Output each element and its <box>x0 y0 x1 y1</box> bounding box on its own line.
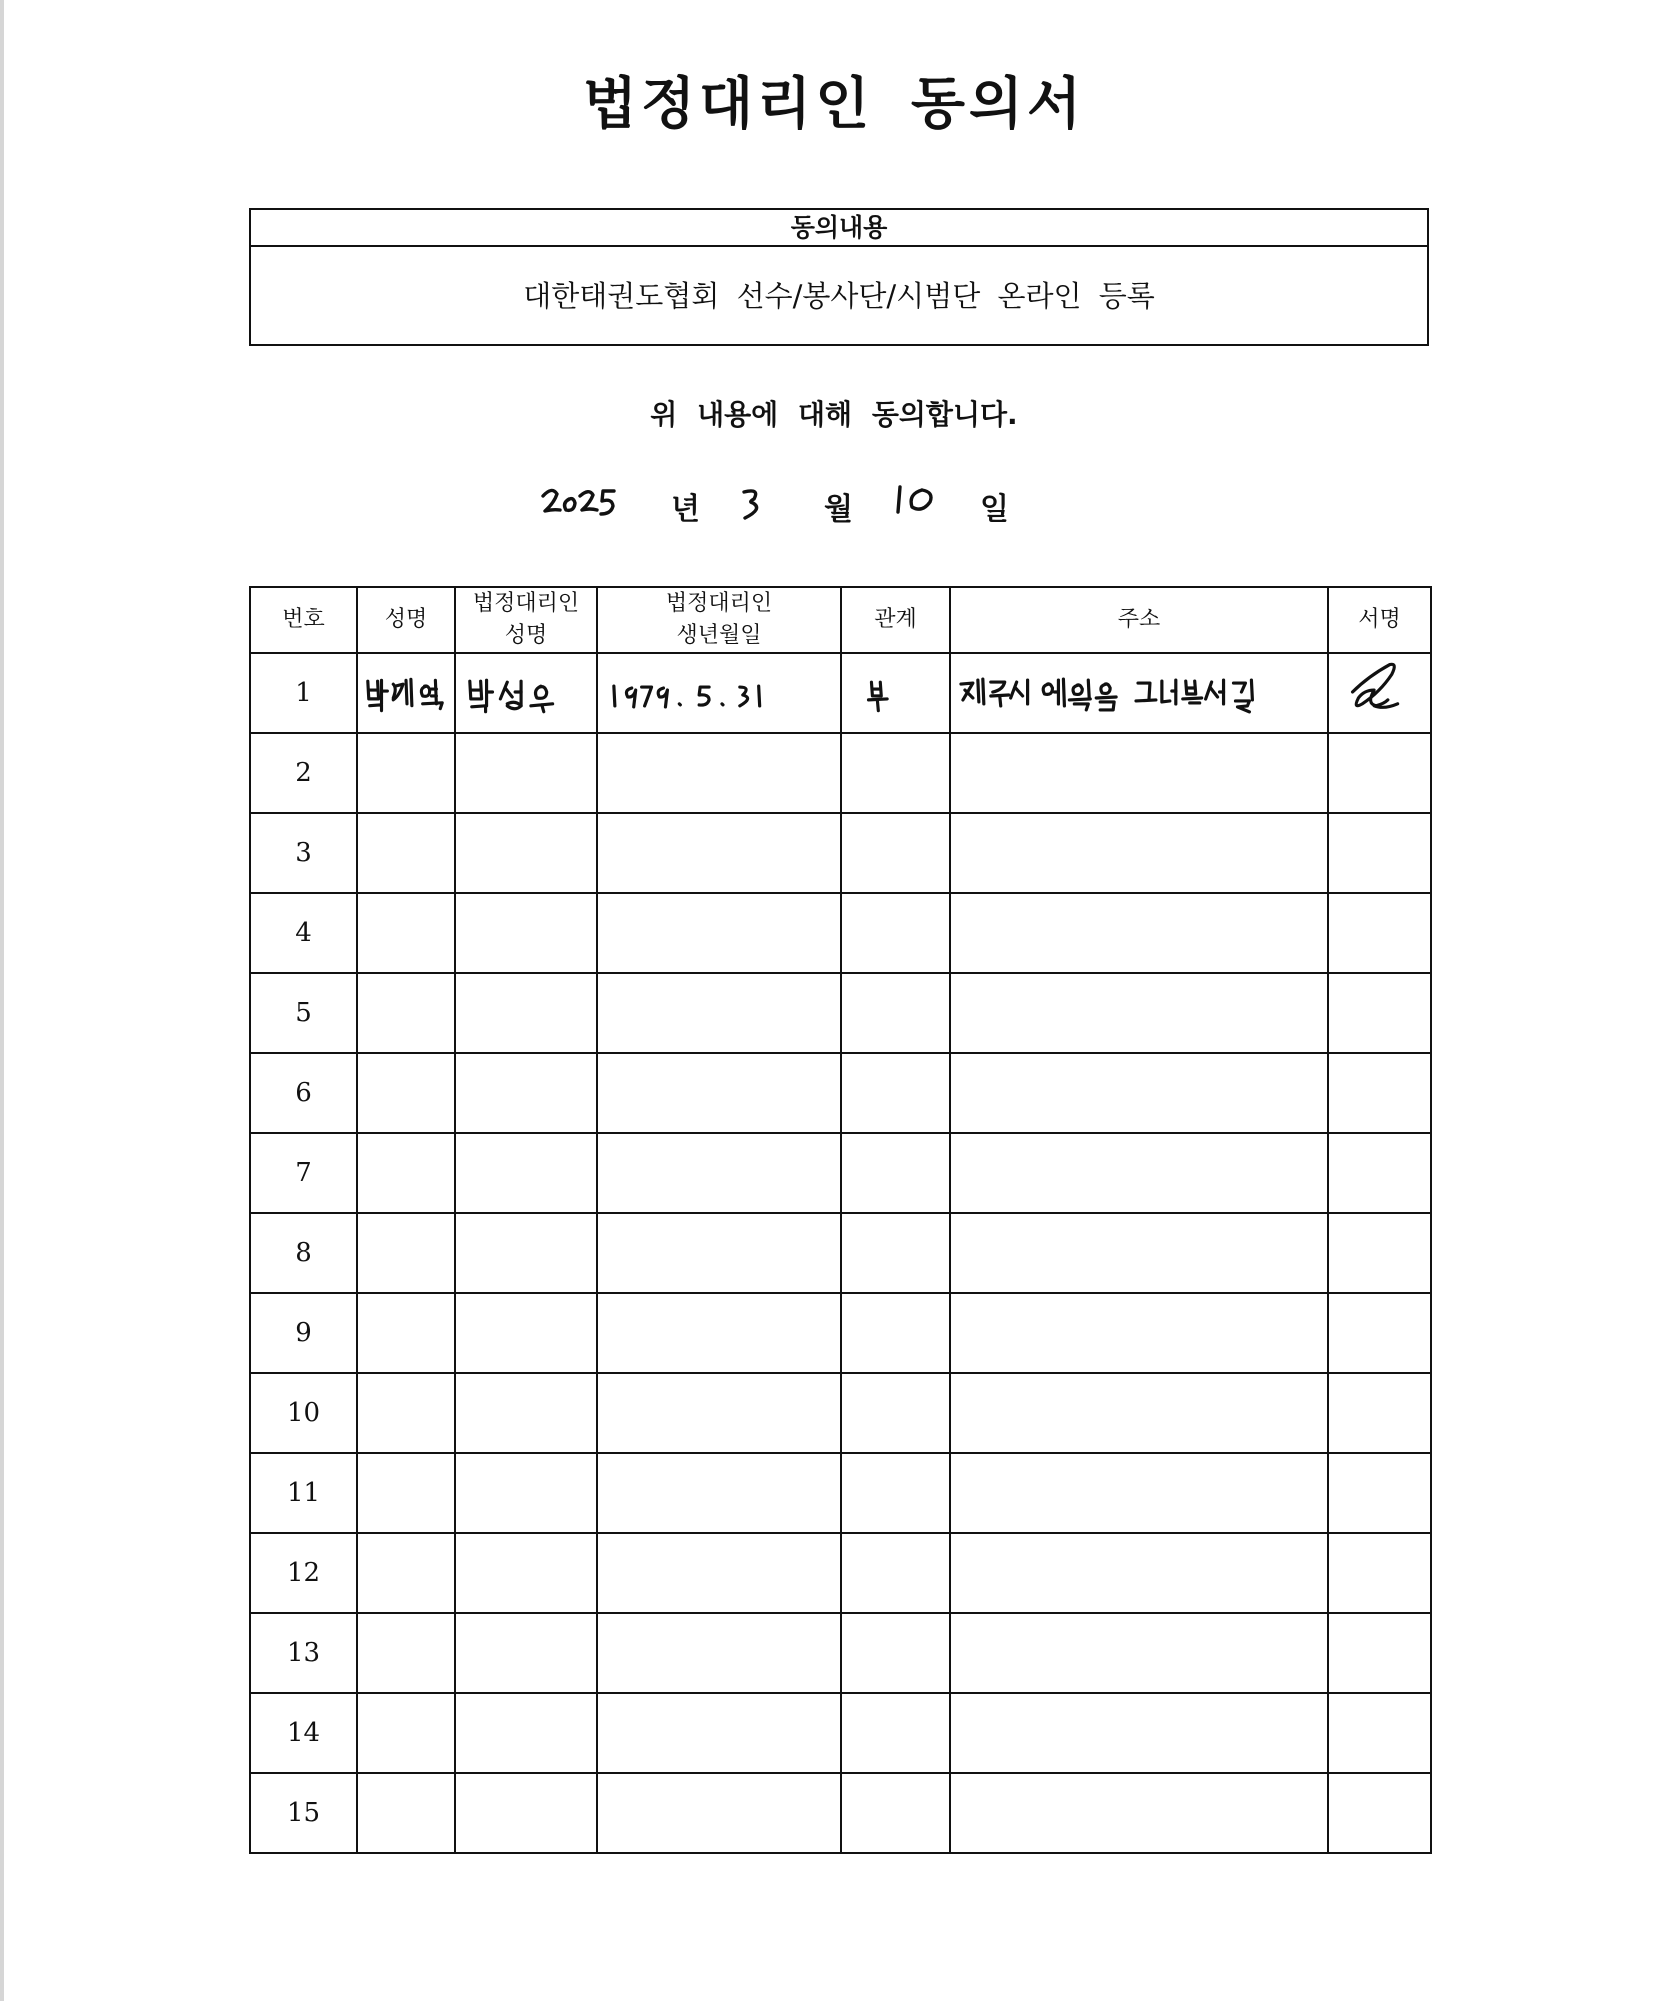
table-row <box>250 1533 1431 1613</box>
row-number: 15 <box>250 1773 357 1853</box>
signature-cell <box>1328 1533 1431 1613</box>
address-cell <box>950 1053 1328 1133</box>
guardian-name-cell <box>455 1293 597 1373</box>
guardian-name-cell <box>455 1613 597 1693</box>
name-cell <box>357 1773 455 1853</box>
handwritten-relation <box>841 653 950 733</box>
row-number: 12 <box>250 1533 357 1613</box>
month-label: 월 <box>824 492 853 527</box>
row-number: 6 <box>250 1053 357 1133</box>
handwritten-month <box>740 486 766 522</box>
signature-cell <box>1328 893 1431 973</box>
name-cell <box>357 1373 455 1453</box>
guardian-name-cell <box>455 1213 597 1293</box>
address-cell <box>950 1693 1328 1773</box>
relation-cell <box>841 813 950 893</box>
table-row <box>250 1133 1431 1213</box>
consent-box <box>249 208 1429 346</box>
signature-cell <box>1328 1053 1431 1133</box>
name-cell <box>357 893 455 973</box>
handwritten-name <box>357 653 455 733</box>
address-cell <box>950 733 1328 813</box>
guardian-birth-cell <box>597 1373 841 1453</box>
header-relation: 관계 <box>841 587 950 653</box>
table-row <box>250 1613 1431 1693</box>
guardian-name-cell <box>455 1373 597 1453</box>
relation-cell <box>841 1213 950 1293</box>
table-row <box>250 653 1431 733</box>
name-cell <box>357 973 455 1053</box>
name-cell <box>357 1293 455 1373</box>
relation-cell <box>841 1773 950 1853</box>
relation-cell <box>841 1373 950 1453</box>
table-row <box>250 813 1431 893</box>
row-number: 10 <box>250 1373 357 1453</box>
table-row <box>250 733 1431 813</box>
handwritten-address-strokes <box>951 654 1327 732</box>
table-row <box>250 1773 1431 1853</box>
guardian-birth-cell <box>597 1053 841 1133</box>
name-cell <box>357 733 455 813</box>
handwritten-guardian-birth <box>597 653 841 733</box>
relation-cell <box>841 1533 950 1613</box>
relation-cell <box>841 1693 950 1773</box>
header-address: 주소 <box>950 587 1328 653</box>
guardian-birth-cell <box>597 813 841 893</box>
signature-cell <box>1328 1133 1431 1213</box>
signature-strokes <box>1329 654 1430 732</box>
row-number: 1 <box>250 653 357 733</box>
name-cell <box>357 1213 455 1293</box>
address-cell <box>950 1293 1328 1373</box>
guardian-birth-cell <box>597 973 841 1053</box>
address-cell <box>950 1453 1328 1533</box>
header-guardian-name <box>455 587 597 653</box>
guardian-birth-cell <box>597 1453 841 1533</box>
handwritten-name-strokes <box>358 654 454 732</box>
page-edge <box>0 0 4 2001</box>
table-row <box>250 973 1431 1053</box>
header-name: 성명 <box>357 587 455 653</box>
table-row <box>250 1373 1431 1453</box>
row-number: 2 <box>250 733 357 813</box>
header-guardian-birth-line1: 법정대리인 <box>665 591 773 616</box>
header-guardian-name-line1: 법정대리인 <box>472 591 580 616</box>
address-cell <box>950 1533 1328 1613</box>
row-number: 5 <box>250 973 357 1053</box>
address-cell <box>950 1133 1328 1213</box>
name-cell <box>357 1053 455 1133</box>
row-number: 14 <box>250 1693 357 1773</box>
signature-cell <box>1328 1693 1431 1773</box>
signature-cell <box>1328 1453 1431 1533</box>
address-cell <box>950 1213 1328 1293</box>
name-cell <box>357 1453 455 1533</box>
name-cell <box>357 813 455 893</box>
table-row <box>250 1293 1431 1373</box>
relation-cell <box>841 1453 950 1533</box>
agreement-statement: 위 내용에 대해 동의합니다. <box>650 398 1018 431</box>
relation-cell <box>841 973 950 1053</box>
header-guardian-birth <box>597 587 841 653</box>
signature-cell <box>1328 1213 1431 1293</box>
name-cell <box>357 1533 455 1613</box>
guardian-birth-cell <box>597 1293 841 1373</box>
signature-cell <box>1328 1613 1431 1693</box>
signature-cell <box>1328 1773 1431 1853</box>
name-cell <box>357 1693 455 1773</box>
row-number: 3 <box>250 813 357 893</box>
guardian-name-cell <box>455 973 597 1053</box>
table-row <box>250 1053 1431 1133</box>
row-number: 8 <box>250 1213 357 1293</box>
address-cell <box>950 1773 1328 1853</box>
guardian-name-cell <box>455 1693 597 1773</box>
registration-table <box>249 586 1432 1854</box>
relation-cell <box>841 1133 950 1213</box>
consent-header: 동의내용 <box>251 210 1427 247</box>
row-number: 9 <box>250 1293 357 1373</box>
handwritten-address <box>950 653 1328 733</box>
consent-content: 대한태권도협회 선수/봉사단/시범단 온라인 등록 <box>523 279 1155 313</box>
table-row <box>250 1693 1431 1773</box>
table-row <box>250 1213 1431 1293</box>
row-number: 13 <box>250 1613 357 1693</box>
guardian-name-cell <box>455 813 597 893</box>
guardian-name-cell <box>455 1453 597 1533</box>
row-number: 11 <box>250 1453 357 1533</box>
header-number: 번호 <box>250 587 357 653</box>
handwritten-relation-strokes <box>842 654 949 732</box>
address-cell <box>950 893 1328 973</box>
table-row <box>250 1453 1431 1533</box>
signature-mark <box>1328 653 1431 733</box>
relation-cell <box>841 1613 950 1693</box>
guardian-name-cell <box>455 1053 597 1133</box>
signature-cell <box>1328 1293 1431 1373</box>
guardian-name-cell <box>455 1533 597 1613</box>
day-label: 일 <box>980 492 1009 527</box>
guardian-birth-cell <box>597 1613 841 1693</box>
address-cell <box>950 813 1328 893</box>
signature-cell <box>1328 973 1431 1053</box>
row-number: 7 <box>250 1133 357 1213</box>
relation-cell <box>841 893 950 973</box>
signature-cell <box>1328 1373 1431 1453</box>
guardian-name-cell <box>455 733 597 813</box>
handwritten-day <box>892 482 940 518</box>
header-signature: 서명 <box>1328 587 1431 653</box>
name-cell <box>357 1133 455 1213</box>
guardian-name-cell <box>455 1133 597 1213</box>
table-header-row <box>250 587 1431 653</box>
handwritten-year <box>540 484 618 524</box>
guardian-birth-cell <box>597 1133 841 1213</box>
guardian-birth-cell <box>597 1773 841 1853</box>
handwritten-guardian-name-strokes <box>456 654 596 732</box>
handwritten-guardian-name <box>455 653 597 733</box>
address-cell <box>950 1613 1328 1693</box>
signature-cell <box>1328 733 1431 813</box>
address-cell <box>950 1373 1328 1453</box>
header-guardian-birth-line2: 생년월일 <box>676 623 762 648</box>
relation-cell <box>841 1053 950 1133</box>
signature-cell <box>1328 813 1431 893</box>
table-row <box>250 893 1431 973</box>
guardian-birth-cell <box>597 1533 841 1613</box>
row-number: 4 <box>250 893 357 973</box>
guardian-name-cell <box>455 893 597 973</box>
address-cell <box>950 973 1328 1053</box>
guardian-birth-cell <box>597 1693 841 1773</box>
guardian-name-cell <box>455 1773 597 1853</box>
guardian-birth-cell <box>597 1213 841 1293</box>
guardian-birth-cell <box>597 733 841 813</box>
header-guardian-name-line2: 성명 <box>504 623 548 648</box>
page-title: 법정대리인 동의서 <box>582 72 1086 137</box>
relation-cell <box>841 733 950 813</box>
relation-cell <box>841 1293 950 1373</box>
guardian-birth-cell <box>597 893 841 973</box>
name-cell <box>357 1613 455 1693</box>
year-label: 년 <box>671 492 700 527</box>
handwritten-guardian-birth-strokes <box>598 654 840 732</box>
